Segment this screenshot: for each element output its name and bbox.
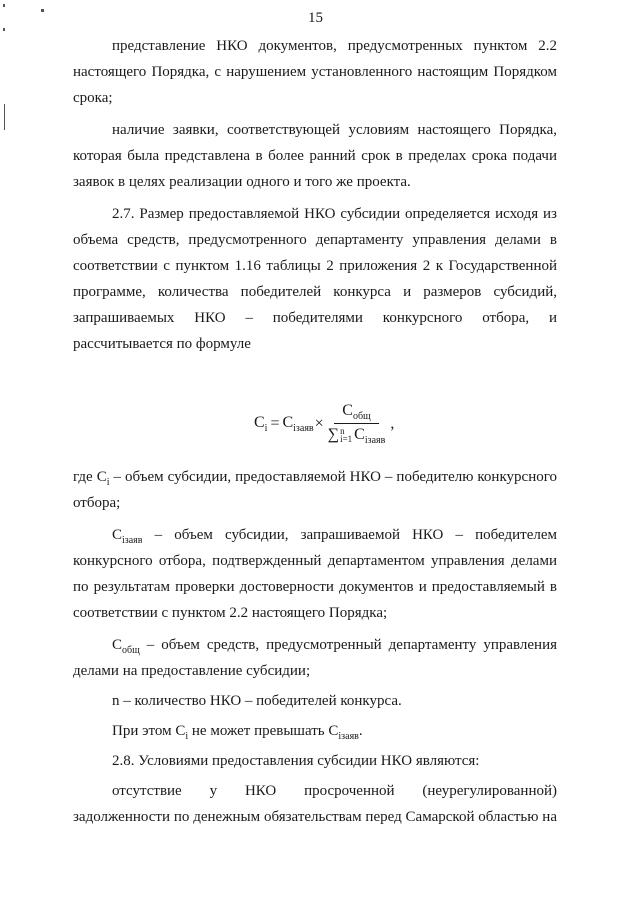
text-line: 2.8. Условиями предоставления субсидии НКО являются: <box>112 753 480 769</box>
fraction-numerator: $C_{общ}$ <box>334 402 378 424</box>
text-line: делами на предоставление субсидии; <box>73 663 311 679</box>
text-line: отсутствие у НКО просроченной (неурегулированной) <box>112 783 557 799</box>
paragraph <box>73 748 557 774</box>
document-body <box>73 33 557 830</box>
text-line: заявок в целях реализации одного и того же проекта. <box>73 174 411 190</box>
text-line: отбора; <box>73 495 121 511</box>
text-line: которая была представлена в более ранний срок в пределах срока подачи <box>73 148 557 164</box>
paragraph <box>73 632 557 684</box>
paragraph <box>73 522 557 626</box>
sum-operator: ∑ n i=1 <box>327 426 353 445</box>
text-line: срока; <box>73 90 113 106</box>
text-line: представление НКО документов, предусмотренных пунктом 2.2 <box>112 38 557 54</box>
text-line: запрашиваемых НКО – победителями конкурсного отбора, и <box>73 310 557 326</box>
text-line: объема средств, предусмотренного департаменту управления делами в <box>73 232 557 248</box>
formula-equals: = <box>270 415 280 433</box>
paragraph <box>73 464 557 516</box>
paragraph <box>73 33 557 111</box>
formula-fraction <box>328 402 386 446</box>
text-line: наличие заявки, соответствующей условиям настоящего Порядка, <box>112 122 557 138</box>
fraction-denominator: ∑ n i=1 $C_{iзаяв}$ <box>327 426 386 447</box>
formula-comma: , <box>390 415 395 433</box>
paragraph <box>73 117 557 195</box>
text-line: соответствии с пунктом 1.16 таблицы 2 приложения 2 к Государственной <box>73 258 557 274</box>
text-line: программе, количества победителей конкурса и размеров субсидий, <box>73 284 557 300</box>
text-line: $C_{iзаяв}$ – объем субсидии, запрашиваемой НКО – победителем <box>112 527 557 546</box>
text-line: 2.7. Размер предоставляемой НКО субсидии определяется исходя из <box>112 206 557 222</box>
formula-lhs: $C_i$ <box>254 414 268 435</box>
text-line: где $C_i$ – объем субсидии, предоставляемой НКО – победителю конкурсного <box>73 469 558 488</box>
text-line: соответствии с пунктом 2.2 настоящего Порядка; <box>73 605 388 621</box>
text-line: При этом $C_i$ не может превышать $C_{iзаяв}$. <box>112 723 363 742</box>
text-line: $C_{общ}$ – объем средств, предусмотренный департаменту управления <box>112 637 557 656</box>
page-number: 15 <box>308 10 323 26</box>
paragraph <box>73 201 557 357</box>
paragraph <box>73 718 557 744</box>
text-line: n – количество НКО – победителей конкурса. <box>112 693 402 709</box>
formula-block <box>73 357 557 464</box>
formula-times: × <box>314 415 324 433</box>
subsidy-formula <box>254 402 394 446</box>
text-line: по результатам проверки достоверности документов и предоставляемый в <box>73 579 557 595</box>
text-line: рассчитывается по формуле <box>73 336 251 352</box>
text-line: задолженности по денежным обязательствам перед Самарской областью на <box>73 809 557 825</box>
formula-requested: $C_{iзаяв}$ <box>282 414 314 435</box>
paragraph <box>73 688 557 714</box>
paragraph <box>73 778 557 830</box>
text-line: конкурсного отбора, подтвержденный департаментом управления делами <box>73 553 557 569</box>
text-line: настоящего Порядка, с нарушением установленного настоящим Порядком <box>73 64 557 80</box>
